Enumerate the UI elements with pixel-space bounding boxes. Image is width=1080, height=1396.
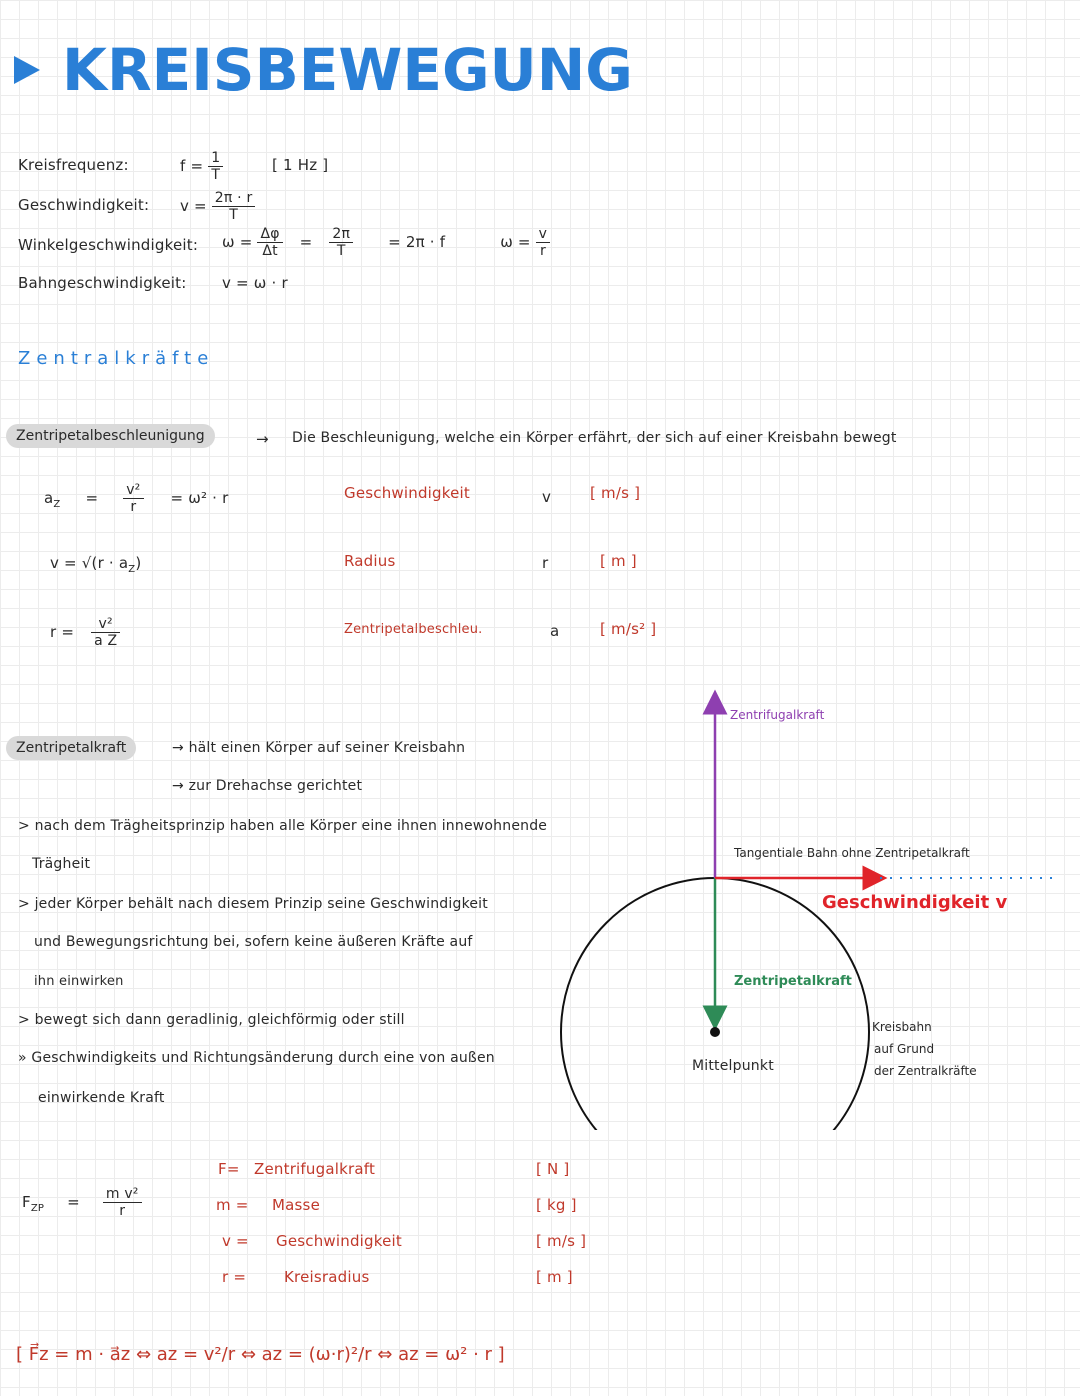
text-para4b: einwirkende Kraft xyxy=(38,1090,165,1106)
page-title: KREISBEWEGUNG xyxy=(62,36,633,104)
label-kreisbahn-1: Kreisbahn xyxy=(872,1020,932,1034)
equation-fzp: $F_{ZP}$ = $\frac{\text{m v²}}{r}$ xyxy=(22,1186,142,1219)
text-para2a: > jeder Körper behält nach diesem Prinzip seine Geschwindigkeit xyxy=(18,896,488,912)
force-legend-name-1: Masse xyxy=(272,1196,320,1214)
label-zentrifugalkraft: Zentrifugalkraft xyxy=(730,708,825,722)
label-kreisfrequenz: Kreisfrequenz: xyxy=(18,156,129,174)
label-zentripetalbeschleunigung: Zentripetalbeschleunigung xyxy=(6,424,215,448)
force-legend-sym-3: r = xyxy=(222,1268,247,1286)
text-para2c: ihn einwirken xyxy=(34,974,124,989)
force-legend-sym-0: F= xyxy=(218,1160,240,1178)
unit-kreisfrequenz: [ 1 Hz ] xyxy=(272,156,329,174)
text-para3: > bewegt sich dann geradlinig, gleichförmig oder still xyxy=(18,1012,405,1028)
force-legend-unit-0: [ N ] xyxy=(536,1160,570,1178)
label-zentripetalkraft-diagram: Zentripetalkraft xyxy=(734,974,852,989)
arrow-definition-icon: → xyxy=(256,430,269,448)
force-legend-name-0: Zentrifugalkraft xyxy=(254,1160,376,1178)
text-line2: → zur Drehachse gerichtet xyxy=(172,778,363,794)
legend-unit-1: [ m ] xyxy=(600,552,637,570)
legend-symbol-1: r xyxy=(542,554,549,572)
legend-symbol-0: v xyxy=(542,488,552,506)
formula-kreisfrequenz: f = $\frac{1}{T}$ xyxy=(180,150,223,183)
label-geschwindigkeit: Geschwindigkeit v xyxy=(822,892,1008,913)
legend-name-2: Zentripetalbeschleu. xyxy=(344,622,483,637)
equation-r: r = $\frac{\text{v²}}{\text{a Z}}$ xyxy=(50,616,120,649)
formula-geschwindigkeit: v = $\frac{2\pi \cdot r}{T}$ xyxy=(180,190,255,223)
force-legend-name-3: Kreisradius xyxy=(284,1268,370,1286)
equation-az: $a_Z$ = $\frac{\text{v²}}{r}$ = ω² · r xyxy=(44,482,229,515)
text-para4a: » Geschwindigkeits und Richtungsänderung durch eine von außen xyxy=(18,1050,495,1066)
legend-unit-2: [ m/s² ] xyxy=(600,620,657,638)
label-tangentiale-bahn: Tangentiale Bahn ohne Zentripetalkraft xyxy=(734,846,970,860)
equation-chain: [ F⃗z = m · a⃗z ⇔ az = v²/r ⇔ az = (ω·r)²/r ⇔ az = ω² · r ] xyxy=(16,1344,505,1365)
text-para1a: > nach dem Trägheitsprinzip haben alle Körper eine ihnen innewohnende xyxy=(18,818,548,834)
label-kreisbahn-3: der Zentralkräfte xyxy=(874,1064,977,1078)
label-geschwindigkeit: Geschwindigkeit: xyxy=(18,196,150,214)
label-kreisbahn-2: auf Grund xyxy=(874,1042,935,1056)
legend-name-1: Radius xyxy=(344,552,396,570)
mittelpunkt-dot xyxy=(710,1027,720,1037)
title-marker-icon xyxy=(14,56,40,84)
formula-bahngeschwindigkeit: v = ω · r xyxy=(222,274,288,292)
label-mittelpunkt: Mittelpunkt xyxy=(692,1058,774,1074)
legend-name-0: Geschwindigkeit xyxy=(344,484,471,502)
force-legend-name-2: Geschwindigkeit xyxy=(276,1232,403,1250)
section-heading-zentralkraefte: Zentralkräfte xyxy=(18,348,215,369)
definition-zentripetalbeschleunigung: Die Beschleunigung, welche ein Körper erfährt, der sich auf einer Kreisbahn bewegt xyxy=(292,430,897,446)
force-legend-unit-1: [ kg ] xyxy=(536,1196,577,1214)
label-bahngeschwindigkeit: Bahngeschwindigkeit: xyxy=(18,274,187,292)
label-zentripetalkraft: Zentripetalkraft xyxy=(6,736,136,760)
legend-symbol-2: a xyxy=(550,622,560,640)
force-legend-sym-1: m = xyxy=(216,1196,249,1214)
equation-v-root: $v = √(r \cdot a_Z)$ xyxy=(50,554,142,575)
text-para1b: Trägheit xyxy=(32,856,91,872)
text-line1: → hält einen Körper auf seiner Kreisbahn xyxy=(172,740,466,756)
text-para2b: und Bewegungsrichtung bei, sofern keine äußeren Kräfte auf xyxy=(34,934,473,950)
force-legend-unit-2: [ m/s ] xyxy=(536,1232,587,1250)
force-legend-sym-2: v = xyxy=(222,1232,249,1250)
label-winkelgeschwindigkeit: Winkelgeschwindigkeit: xyxy=(18,236,199,254)
legend-unit-0: [ m/s ] xyxy=(590,484,641,502)
force-legend-unit-3: [ m ] xyxy=(536,1268,573,1286)
formula-winkelgeschwindigkeit: ω = $\frac{\Delta\varphi}{\Delta t}$ = $\frac{2\pi}{T}$ = 2π · f ω = $\frac{v}{r}$ xyxy=(222,226,550,259)
